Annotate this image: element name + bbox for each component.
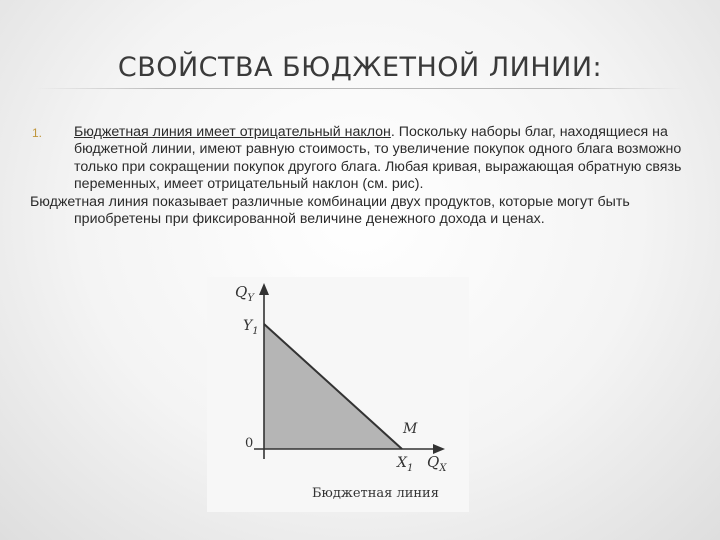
y-intercept-label: $Y_1$ [243,318,259,337]
slide-title: СВОЙСТВА БЮДЖЕТНОЙ ЛИНИИ: [117,52,603,83]
list-number: 1. [32,126,43,140]
budget-line-chart [207,277,469,512]
paragraph-2: Бюджетная линия показывает различные комбинации двух продуктов, которые могут быть приобретены при фиксированной величине денежного дохода и ценах. [30,193,630,228]
point1-text: . Поскольку наборы благ, находящиеся на бюджетной линии, имеют равную стоимость, то увеличение покупок одного блага возможно только при сокращении покупок другого блага. Любая кривая, выражающая обратную связь переменных, имеет отрицательный наклон (см. рис). [74,124,682,193]
origin-label: 0 [245,436,254,451]
slide-body [30,124,696,228]
y-axis-arrow [259,283,269,295]
y-axis-label: $Q_Y$ [235,283,254,304]
point-m-label: M [403,421,418,437]
figure-caption: Бюджетная линия [312,486,439,501]
x-intercept-label: $X_1$ [397,455,414,474]
title-divider [36,88,684,89]
list-item [30,124,696,194]
budget-line-figure [207,277,469,512]
x-axis-label: $Q_X$ [427,453,447,474]
point1-underlined: Бюджетная линия имеет отрицательный наклон [74,124,391,140]
